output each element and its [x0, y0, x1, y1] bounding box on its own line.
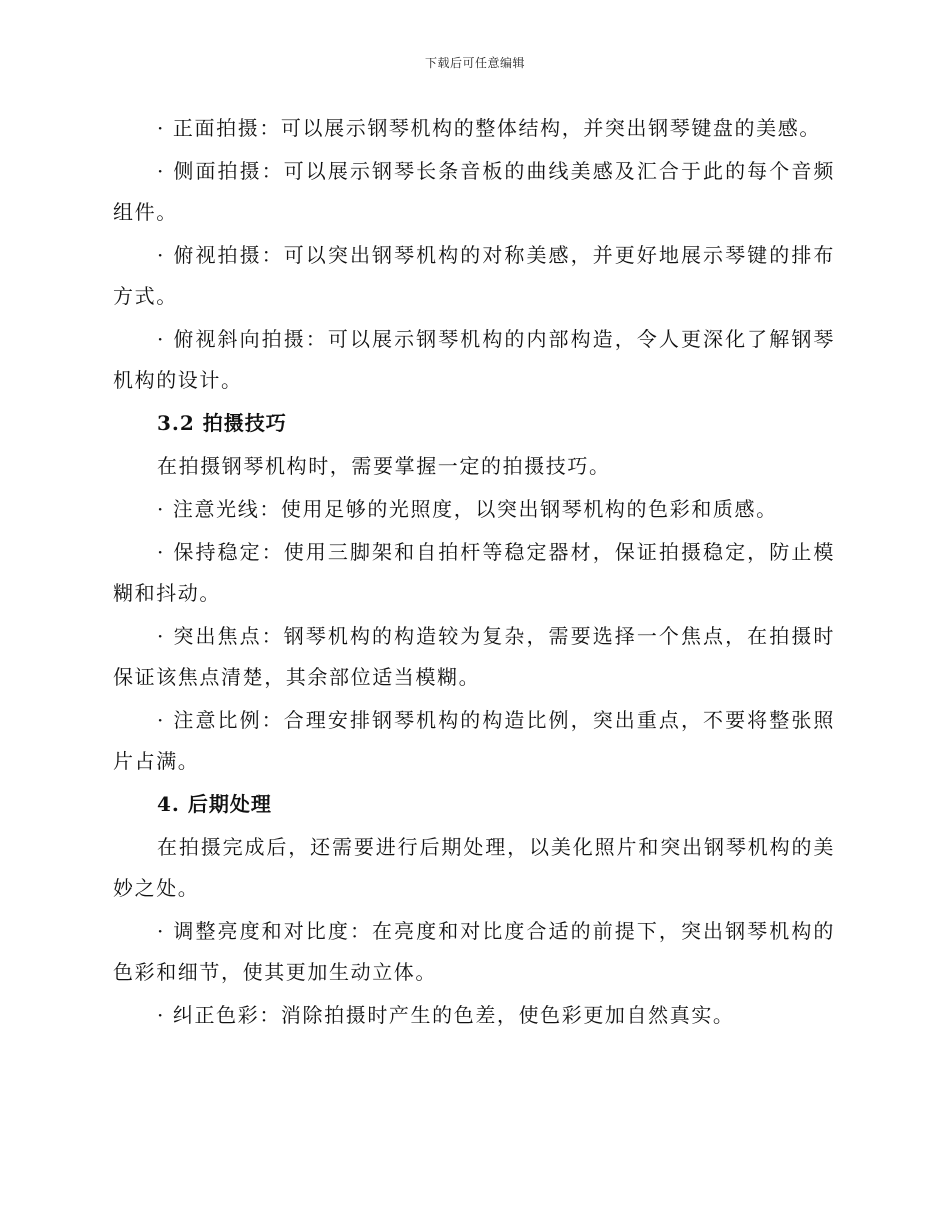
bullet-front-shot: · 正面拍摄：可以展示钢琴机构的整体结构，并突出钢琴键盘的美感。: [157, 116, 821, 140]
document-body: [113, 108, 835, 1038]
bullet-proportion: · 注意比例：合理安排钢琴机构的构造比例，突出重点，不要将整张照片占满。: [113, 708, 835, 773]
bullet-top-shot: · 俯视拍摄：可以突出钢琴机构的对称美感，并更好地展示琴键的排布方式。: [113, 243, 835, 308]
bullet-focus: · 突出焦点：钢琴机构的构造较为复杂，需要选择一个焦点，在拍摄时保证该焦点清楚，其余部位适当模糊。: [113, 624, 835, 689]
bullet-stability: · 保持稳定：使用三脚架和自拍杆等稳定器材，保证拍摄稳定，防止模糊和抖动。: [113, 540, 835, 605]
bullet-lighting: · 注意光线：使用足够的光照度，以突出钢琴机构的色彩和质感。: [157, 497, 778, 521]
intro-shooting-tips: 在拍摄钢琴机构时，需要掌握一定的拍摄技巧。: [157, 454, 611, 478]
bullet-oblique-top-shot: · 俯视斜向拍摄：可以展示钢琴机构的内部构造，令人更深化了解钢琴机构的设计。: [113, 327, 835, 392]
page-header: 下载后可任意编辑: [424, 56, 525, 70]
section-heading-post-processing: 4. 后期处理: [157, 792, 272, 816]
intro-post-processing: 在拍摄完成后，还需要进行后期处理，以美化照片和突出钢琴机构的美妙之处。: [113, 835, 835, 900]
bullet-color-correction: · 纠正色彩：消除拍摄时产生的色差，使色彩更加自然真实。: [157, 1003, 735, 1027]
bullet-brightness-contrast: · 调整亮度和对比度：在亮度和对比度合适的前提下，突出钢琴机构的色彩和细节，使其更加生动立体。: [113, 919, 835, 984]
section-heading-shooting-tips: 3.2 拍摄技巧: [157, 411, 287, 435]
bullet-side-shot: · 侧面拍摄：可以展示钢琴长条音板的曲线美感及汇合于此的每个音频组件。: [113, 159, 835, 224]
